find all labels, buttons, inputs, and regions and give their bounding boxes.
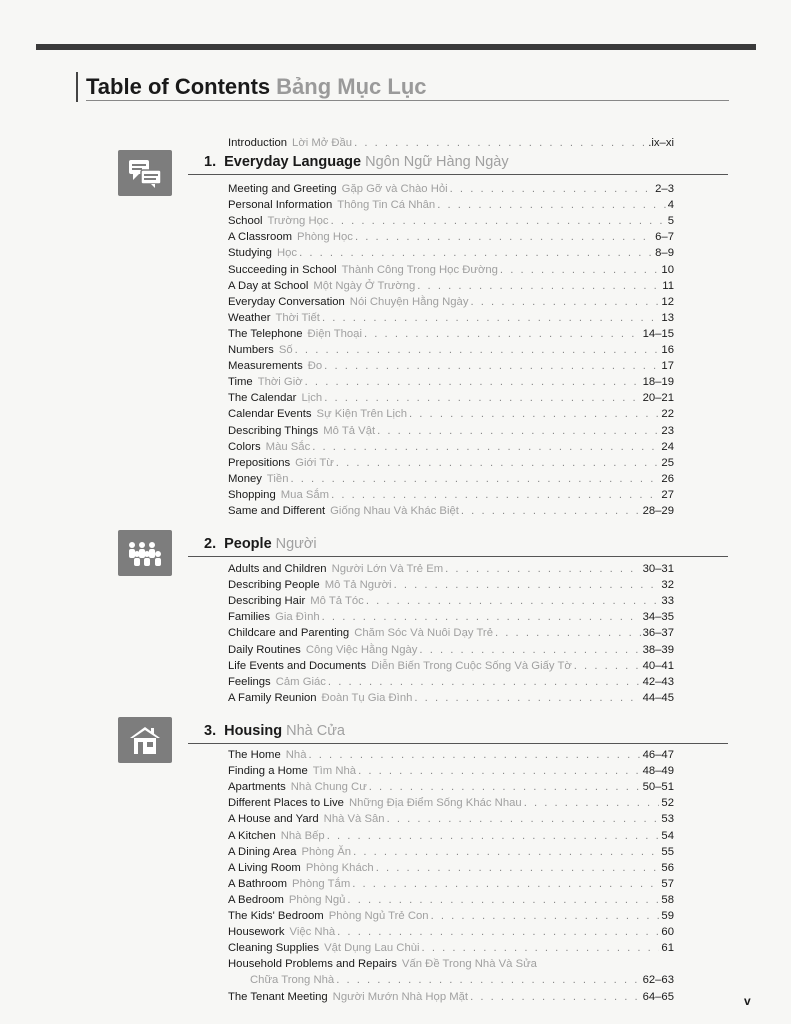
toc-entry[interactable] bbox=[228, 310, 674, 326]
entry-page: 30–31 bbox=[642, 563, 674, 575]
entry-title-vn: Thành Công Trong Học Đường bbox=[341, 263, 498, 276]
entry-page: 32 bbox=[661, 579, 674, 592]
section-number: 2. bbox=[204, 536, 217, 552]
entry-page: 10 bbox=[661, 263, 674, 276]
entry-title: Life Events and Documents bbox=[228, 659, 367, 672]
entry-title: Time bbox=[228, 376, 253, 389]
entry-title: Colors bbox=[228, 440, 261, 453]
leader-dots bbox=[327, 828, 660, 844]
toc-entry[interactable] bbox=[228, 860, 674, 876]
page-number: v bbox=[744, 994, 751, 1008]
leader-dots bbox=[377, 423, 659, 439]
leader-dots bbox=[394, 577, 660, 593]
entry-title-vn: Điện Thoại bbox=[307, 327, 362, 340]
toc-entry[interactable] bbox=[228, 828, 674, 844]
entry-title: A Kitchen bbox=[228, 829, 276, 842]
entry-title-vn: Đoàn Tụ Gia Đình bbox=[321, 691, 413, 704]
toc-entry[interactable] bbox=[228, 795, 674, 811]
leader-dots bbox=[312, 439, 659, 455]
leader-dots bbox=[324, 358, 659, 374]
leader-dots bbox=[450, 181, 653, 197]
entry-title: The Tenant Meeting bbox=[228, 990, 328, 1003]
entry-title: Families bbox=[228, 611, 271, 624]
entry-title-vn: Vấn Đề Trong Nhà Và Sửa bbox=[401, 958, 537, 971]
entry-page: 50–51 bbox=[642, 781, 674, 794]
toc-entry[interactable] bbox=[228, 908, 674, 924]
entry-title: Adults and Children bbox=[228, 563, 327, 575]
entry-page: 18–19 bbox=[642, 376, 674, 389]
leader-dots bbox=[431, 908, 660, 924]
toc-entry[interactable] bbox=[228, 390, 674, 406]
entry-title-vn: Lịch bbox=[301, 392, 323, 405]
leader-dots bbox=[387, 811, 660, 827]
leader-dots bbox=[500, 262, 660, 278]
entry-title-vn: Tiền bbox=[266, 472, 289, 485]
entry-title: A Living Room bbox=[228, 861, 301, 874]
entry-page: 64–65 bbox=[642, 990, 674, 1003]
leader-dots bbox=[308, 747, 640, 763]
leader-dots bbox=[445, 561, 640, 577]
entry-title: The Home bbox=[228, 749, 281, 761]
entry-title-vn: Chăm Sóc Và Nuôi Dạy Trẻ bbox=[354, 627, 493, 640]
toc-entry[interactable] bbox=[228, 278, 674, 294]
entry-title: School bbox=[228, 215, 263, 228]
leader-dots bbox=[574, 658, 641, 674]
entry-title: Household Problems and Repairs bbox=[228, 958, 397, 971]
toc-entry[interactable] bbox=[228, 989, 674, 1005]
entry-title-vn: Gia Đình bbox=[275, 611, 320, 624]
leader-dots bbox=[331, 487, 659, 503]
entry-title-vn: Nhà Và Sân bbox=[323, 813, 385, 826]
toc-entry[interactable] bbox=[228, 577, 674, 593]
entry-title: A Classroom bbox=[228, 231, 293, 244]
entry-title: Childcare and Parenting bbox=[228, 627, 350, 640]
section-number: 3. bbox=[204, 723, 217, 739]
toc-entry[interactable] bbox=[228, 940, 674, 956]
section-heading-everyday-language[interactable] bbox=[204, 154, 509, 170]
entry-title-vn: Lời Mở Đầu bbox=[292, 137, 353, 149]
entry-page: 16 bbox=[661, 344, 674, 356]
entry-title-vn: Nhà Chung Cư bbox=[290, 781, 367, 794]
section-title-vn: Ngôn Ngữ Hàng Ngày bbox=[365, 154, 509, 170]
toc-entry[interactable] bbox=[228, 262, 674, 278]
entry-title-vn: Một Ngày Ở Trường bbox=[313, 279, 416, 292]
toc-entry[interactable] bbox=[228, 747, 674, 763]
entry-title-vn: Gặp Gỡ và Chào Hỏi bbox=[341, 183, 448, 195]
entry-title: Everyday Conversation bbox=[228, 295, 345, 308]
leader-dots bbox=[331, 213, 666, 229]
toc-entry[interactable] bbox=[228, 763, 674, 779]
toc-entry[interactable] bbox=[228, 342, 674, 358]
entry-page: 8–9 bbox=[655, 247, 674, 260]
title-underline bbox=[86, 100, 729, 101]
section-title-vn: Người bbox=[275, 536, 317, 552]
entry-title-vn: Việc Nhà bbox=[289, 926, 336, 939]
toc-entry[interactable] bbox=[228, 658, 674, 674]
leader-dots bbox=[305, 374, 641, 390]
top-bar bbox=[36, 44, 756, 50]
toc-entry[interactable] bbox=[228, 892, 674, 908]
leader-dots bbox=[324, 390, 640, 406]
entry-title: Weather bbox=[228, 311, 271, 324]
entry-page: 20–21 bbox=[642, 392, 674, 405]
toc-entry[interactable] bbox=[228, 844, 674, 860]
entry-title: Shopping bbox=[228, 488, 276, 501]
entry-page: 38–39 bbox=[642, 643, 674, 656]
entry-title-vn: Thời Tiết bbox=[275, 311, 320, 324]
entry-title: Different Places to Live bbox=[228, 797, 344, 810]
entry-title-vn-continued: Chữa Trong Nhà bbox=[250, 974, 335, 987]
entry-title-vn: Giống Nhau Và Khác Biệt bbox=[330, 505, 459, 517]
entry-title-vn: Thời Giờ bbox=[257, 376, 303, 389]
entry-page: 59 bbox=[661, 910, 674, 922]
entry-page: 33 bbox=[661, 595, 674, 608]
entry-title: Describing People bbox=[228, 579, 320, 592]
leader-dots bbox=[352, 876, 659, 892]
entry-page: 62–63 bbox=[642, 974, 674, 987]
entry-title: Money bbox=[228, 472, 262, 485]
entry-title-vn: Phòng Ngủ bbox=[288, 893, 346, 906]
entry-title-vn: Trường Học bbox=[267, 215, 329, 228]
entry-title-vn: Cảm Giác bbox=[275, 675, 326, 688]
entry-title-vn: Phòng Ngủ Trẻ Con bbox=[328, 910, 429, 922]
toc-entry[interactable] bbox=[228, 811, 674, 827]
entry-page: 22 bbox=[661, 408, 674, 421]
toc-entry[interactable] bbox=[228, 625, 674, 641]
entry-title: Numbers bbox=[228, 344, 274, 356]
entry-title: Personal Information bbox=[228, 199, 333, 212]
house-icon bbox=[118, 717, 172, 763]
entry-title-vn: Tìm Nhà bbox=[312, 765, 357, 778]
entry-title: A House and Yard bbox=[228, 813, 319, 826]
entry-title-vn: Sự Kiện Trên Lịch bbox=[316, 408, 407, 421]
entry-title-vn: Thông Tin Cá Nhân bbox=[337, 199, 436, 212]
entry-title: Describing Things bbox=[228, 424, 319, 437]
entry-page: 58 bbox=[661, 893, 674, 906]
entry-title: Calendar Events bbox=[228, 408, 312, 421]
entry-page: 2–3 bbox=[655, 183, 674, 195]
entry-title: Daily Routines bbox=[228, 643, 301, 656]
toc-entry[interactable] bbox=[228, 593, 674, 609]
entry-page: 57 bbox=[661, 877, 674, 890]
toc-entry[interactable] bbox=[228, 609, 674, 625]
speech-bubbles-icon bbox=[118, 150, 172, 196]
entry-page: 4 bbox=[667, 199, 674, 212]
entry-page: 14–15 bbox=[642, 327, 674, 340]
toc-entry[interactable] bbox=[228, 956, 674, 972]
toc-entry[interactable] bbox=[228, 181, 674, 197]
entry-page: 34–35 bbox=[642, 611, 674, 624]
section-title: Housing bbox=[224, 723, 283, 739]
entry-page: 13 bbox=[661, 311, 674, 324]
section-rule bbox=[188, 174, 728, 175]
leader-dots bbox=[409, 406, 659, 422]
leader-dots bbox=[355, 229, 653, 245]
entry-page: 23 bbox=[661, 424, 674, 437]
entry-page: 27 bbox=[661, 488, 674, 501]
entry-title: Finding a Home bbox=[228, 765, 308, 778]
entry-page: 52 bbox=[661, 797, 674, 810]
entry-title-vn: Người Lớn Và Trẻ Em bbox=[331, 563, 444, 575]
entry-title-vn: Phòng Khách bbox=[305, 861, 374, 874]
entry-title: Feelings bbox=[228, 675, 271, 688]
entry-page: 44–45 bbox=[642, 691, 674, 704]
entry-title: Meeting and Greeting bbox=[228, 183, 337, 195]
entry-page: 36–37 bbox=[642, 627, 674, 640]
section-title: People bbox=[224, 536, 272, 552]
leader-dots bbox=[417, 278, 660, 294]
entry-title: The Kids' Bedroom bbox=[228, 910, 324, 922]
entry-title-vn: Nói Chuyện Hằng Ngày bbox=[349, 295, 469, 308]
page-title-vn: Bảng Mục Lục bbox=[276, 74, 427, 99]
entry-page: 61 bbox=[661, 942, 674, 955]
entry-page: 48–49 bbox=[642, 765, 674, 778]
page-title-en: Table of Contents bbox=[86, 74, 271, 99]
toc-entry[interactable] bbox=[228, 690, 674, 706]
entry-title-vn: Mô Tả Tóc bbox=[310, 595, 364, 608]
entry-page: .ix–xi bbox=[648, 137, 674, 149]
entry-title: Cleaning Supplies bbox=[228, 942, 320, 955]
entry-title-vn: Phòng Tắm bbox=[292, 877, 351, 890]
toc-entry[interactable] bbox=[228, 229, 674, 245]
toc-entry[interactable] bbox=[228, 423, 674, 439]
entry-title: Measurements bbox=[228, 360, 303, 373]
entry-title: A Dining Area bbox=[228, 845, 297, 858]
leader-dots bbox=[336, 972, 640, 988]
entry-page: 25 bbox=[661, 456, 674, 469]
entry-title-vn: Màu Sắc bbox=[265, 440, 311, 453]
entry-page: 46–47 bbox=[642, 749, 674, 761]
entry-title: A Bedroom bbox=[228, 893, 284, 906]
toc-entry[interactable] bbox=[228, 503, 674, 519]
entry-title: The Calendar bbox=[228, 392, 297, 405]
toc-entry[interactable] bbox=[228, 876, 674, 892]
entry-page: 12 bbox=[661, 295, 674, 308]
entry-title: Prepositions bbox=[228, 456, 291, 469]
entry-page: 53 bbox=[661, 813, 674, 826]
leader-dots bbox=[495, 625, 641, 641]
section-number: 1. bbox=[204, 154, 217, 170]
toc-entry[interactable] bbox=[228, 674, 674, 690]
entry-title-vn: Diễn Biến Trong Cuộc Sống Và Giấy Tờ bbox=[371, 659, 572, 672]
entry-page: 42–43 bbox=[642, 675, 674, 688]
entry-title: A Bathroom bbox=[228, 877, 288, 890]
entry-title: Succeeding in School bbox=[228, 263, 337, 276]
entry-title-vn: Phòng Học bbox=[297, 231, 353, 244]
section-rule bbox=[188, 556, 728, 557]
leader-dots bbox=[419, 642, 640, 658]
entry-title: Same and Different bbox=[228, 505, 326, 517]
section-heading-housing[interactable] bbox=[204, 723, 345, 739]
toc-entry[interactable] bbox=[228, 561, 674, 577]
entry-page: 54 bbox=[661, 829, 674, 842]
leader-dots bbox=[299, 245, 653, 261]
toc-entry[interactable] bbox=[228, 374, 674, 390]
entry-page: 56 bbox=[661, 861, 674, 874]
entry-title-vn: Mô Tả Người bbox=[324, 579, 392, 592]
leader-dots bbox=[337, 924, 659, 940]
leader-dots bbox=[354, 135, 646, 151]
entry-title: Introduction bbox=[228, 137, 288, 149]
entry-title: A Day at School bbox=[228, 279, 309, 292]
toc-entry[interactable] bbox=[228, 326, 674, 342]
title-rule bbox=[76, 72, 78, 102]
leader-dots bbox=[470, 989, 641, 1005]
section-title-vn: Nhà Cửa bbox=[286, 723, 345, 739]
entry-title-vn: Học bbox=[276, 247, 298, 260]
entry-page: 11 bbox=[662, 279, 674, 292]
leader-dots bbox=[358, 763, 641, 779]
entry-page: 40–41 bbox=[642, 659, 674, 672]
toc-entry[interactable] bbox=[228, 924, 674, 940]
leader-dots bbox=[376, 860, 660, 876]
entry-page: 55 bbox=[661, 845, 674, 858]
toc-entry[interactable] bbox=[228, 358, 674, 374]
leader-dots bbox=[364, 326, 641, 342]
entry-title: The Telephone bbox=[228, 327, 303, 340]
leader-dots bbox=[366, 593, 660, 609]
toc-entry-introduction[interactable] bbox=[228, 135, 674, 151]
toc-entry[interactable] bbox=[228, 245, 674, 261]
toc-entry[interactable] bbox=[228, 294, 674, 310]
people-icon bbox=[118, 530, 172, 576]
entry-page: 6–7 bbox=[655, 231, 674, 244]
entry-title-vn: Người Mướn Nhà Họp Mặt bbox=[332, 990, 469, 1003]
toc-entry[interactable] bbox=[228, 471, 674, 487]
leader-dots bbox=[322, 310, 659, 326]
leader-dots bbox=[369, 779, 641, 795]
entry-page: 17 bbox=[661, 360, 674, 373]
leader-dots bbox=[295, 342, 660, 358]
entry-title-vn: Mô Tả Vật bbox=[323, 424, 376, 437]
leader-dots bbox=[524, 795, 660, 811]
entry-page: 5 bbox=[667, 215, 674, 228]
entry-title-vn: Mua Sắm bbox=[280, 488, 330, 501]
leader-dots bbox=[336, 455, 660, 471]
entry-title-vn: Những Địa Điểm Sống Khác Nhau bbox=[348, 797, 522, 810]
toc-entry[interactable] bbox=[228, 197, 674, 213]
leader-dots bbox=[347, 892, 659, 908]
leader-dots bbox=[461, 503, 641, 519]
toc-entry[interactable] bbox=[228, 439, 674, 455]
entry-title-vn: Nhà bbox=[285, 749, 307, 761]
toc-entry[interactable] bbox=[228, 779, 674, 795]
leader-dots bbox=[422, 940, 660, 956]
entry-title: Describing Hair bbox=[228, 595, 306, 608]
leader-dots bbox=[470, 294, 659, 310]
toc-entry[interactable] bbox=[228, 455, 674, 471]
entry-title-vn: Đo bbox=[307, 360, 323, 373]
entry-title-vn: Nhà Bếp bbox=[280, 829, 325, 842]
entry-title-vn: Số bbox=[278, 344, 293, 356]
entry-title-vn: Phòng Ăn bbox=[301, 845, 352, 858]
page-title bbox=[86, 74, 427, 100]
leader-dots bbox=[414, 690, 640, 706]
entry-page: 24 bbox=[661, 440, 674, 453]
leader-dots bbox=[353, 844, 659, 860]
toc-entry[interactable] bbox=[228, 642, 674, 658]
entry-title: Studying bbox=[228, 247, 272, 260]
toc-entry[interactable] bbox=[228, 487, 674, 503]
entry-title-vn: Vật Dụng Lau Chùi bbox=[324, 942, 420, 955]
leader-dots bbox=[322, 609, 641, 625]
section-title: Everyday Language bbox=[224, 154, 362, 170]
entry-title-vn: Công Việc Hằng Ngày bbox=[305, 643, 418, 656]
toc-entry-continued[interactable] bbox=[228, 972, 674, 988]
leader-dots bbox=[437, 197, 665, 213]
entry-page: 26 bbox=[661, 472, 674, 485]
section-heading-people[interactable] bbox=[204, 536, 317, 552]
entry-title: Apartments bbox=[228, 781, 286, 794]
entry-page: 60 bbox=[661, 926, 674, 939]
entry-page: 28–29 bbox=[642, 505, 674, 517]
entry-title-vn: Giới Từ bbox=[295, 456, 334, 469]
toc-entry[interactable] bbox=[228, 213, 674, 229]
toc-entry[interactable] bbox=[228, 406, 674, 422]
entry-title: A Family Reunion bbox=[228, 691, 317, 704]
section-rule bbox=[188, 743, 728, 744]
leader-dots bbox=[290, 471, 659, 487]
entry-title: Housework bbox=[228, 926, 285, 939]
leader-dots bbox=[328, 674, 641, 690]
